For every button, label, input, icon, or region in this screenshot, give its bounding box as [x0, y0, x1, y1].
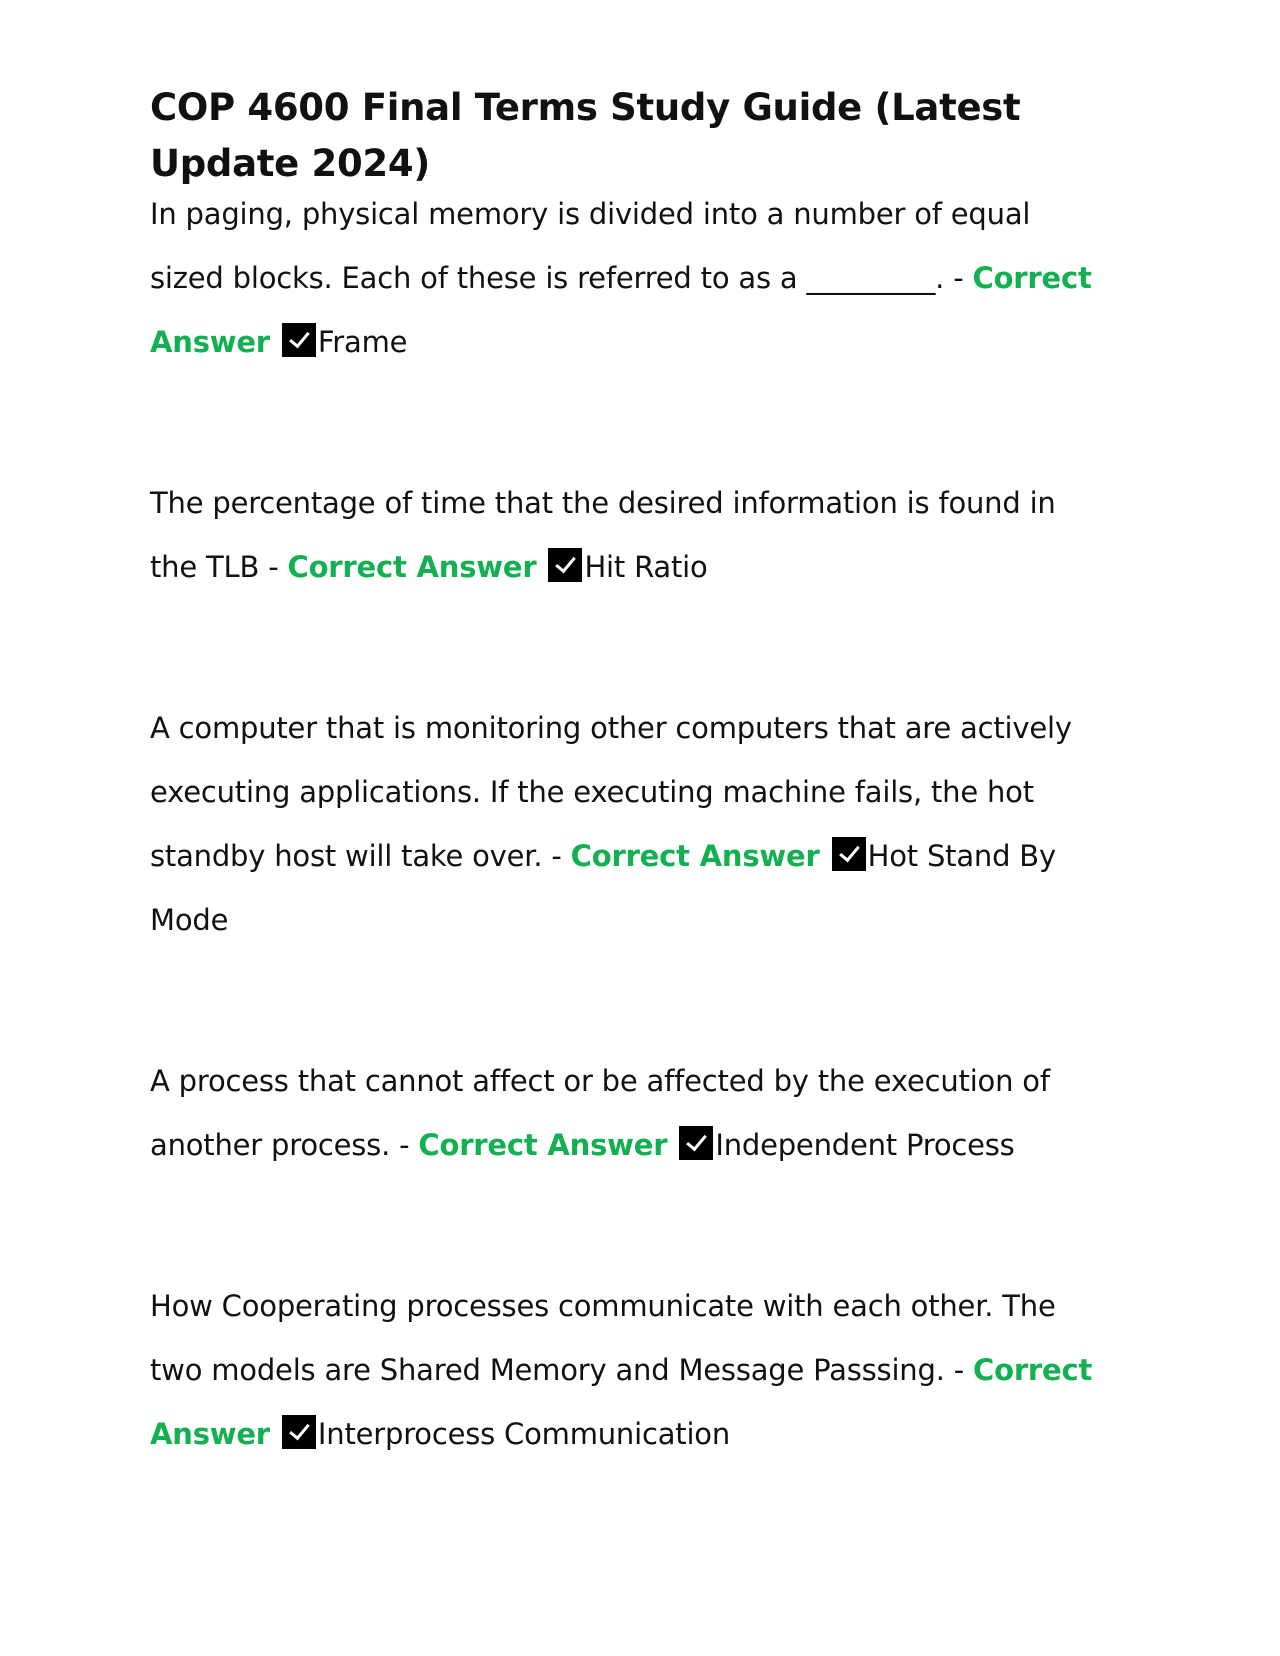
document-title: COP 4600 Final Terms Study Guide (Latest Update 2024) — [150, 86, 1021, 185]
correct-answer-label: Correct Answer — [570, 839, 820, 873]
question-text: The percentage of time that the desired information is found in the TLB - — [150, 486, 1056, 584]
checkbox-checked-icon — [832, 837, 866, 871]
qa-item — [150, 1049, 1110, 1177]
document-page — [150, 80, 1110, 1466]
answer-text: Frame — [317, 325, 408, 359]
question-text: In paging, physical memory is divided into a number of equal sized blocks. Each of these is referred to as a _________. - — [150, 197, 1031, 295]
checkbox-checked-icon — [282, 1415, 316, 1449]
qa-item — [150, 182, 1110, 374]
question-text: A computer that is monitoring other computers that are actively executing applications. If the executing machine fails, the hot standby host will take over. - — [150, 711, 1072, 873]
correct-answer-label: Correct Answer — [418, 1128, 668, 1162]
qa-item — [150, 1274, 1110, 1466]
qa-item — [150, 696, 1110, 952]
checkbox-checked-icon — [548, 548, 582, 582]
answer-text: Independent Process — [715, 1128, 1015, 1162]
correct-answer-label: Correct Answer — [150, 261, 1092, 359]
question-text: A process that cannot affect or be affected by the execution of another process. - — [150, 1064, 1050, 1162]
checkbox-checked-icon — [282, 323, 316, 357]
answer-text: Hit Ratio — [584, 550, 708, 584]
correct-answer-label: Correct Answer — [150, 1353, 1093, 1451]
checkbox-checked-icon — [679, 1126, 713, 1160]
answer-text: Hot Stand By Mode — [150, 839, 1056, 937]
question-text: How Cooperating processes communicate with each other. The two models are Shared Memory and Message Passsing. - — [150, 1289, 1056, 1387]
answer-text: Interprocess Communication — [317, 1417, 731, 1451]
qa-item — [150, 471, 1110, 599]
correct-answer-label: Correct Answer — [287, 550, 537, 584]
